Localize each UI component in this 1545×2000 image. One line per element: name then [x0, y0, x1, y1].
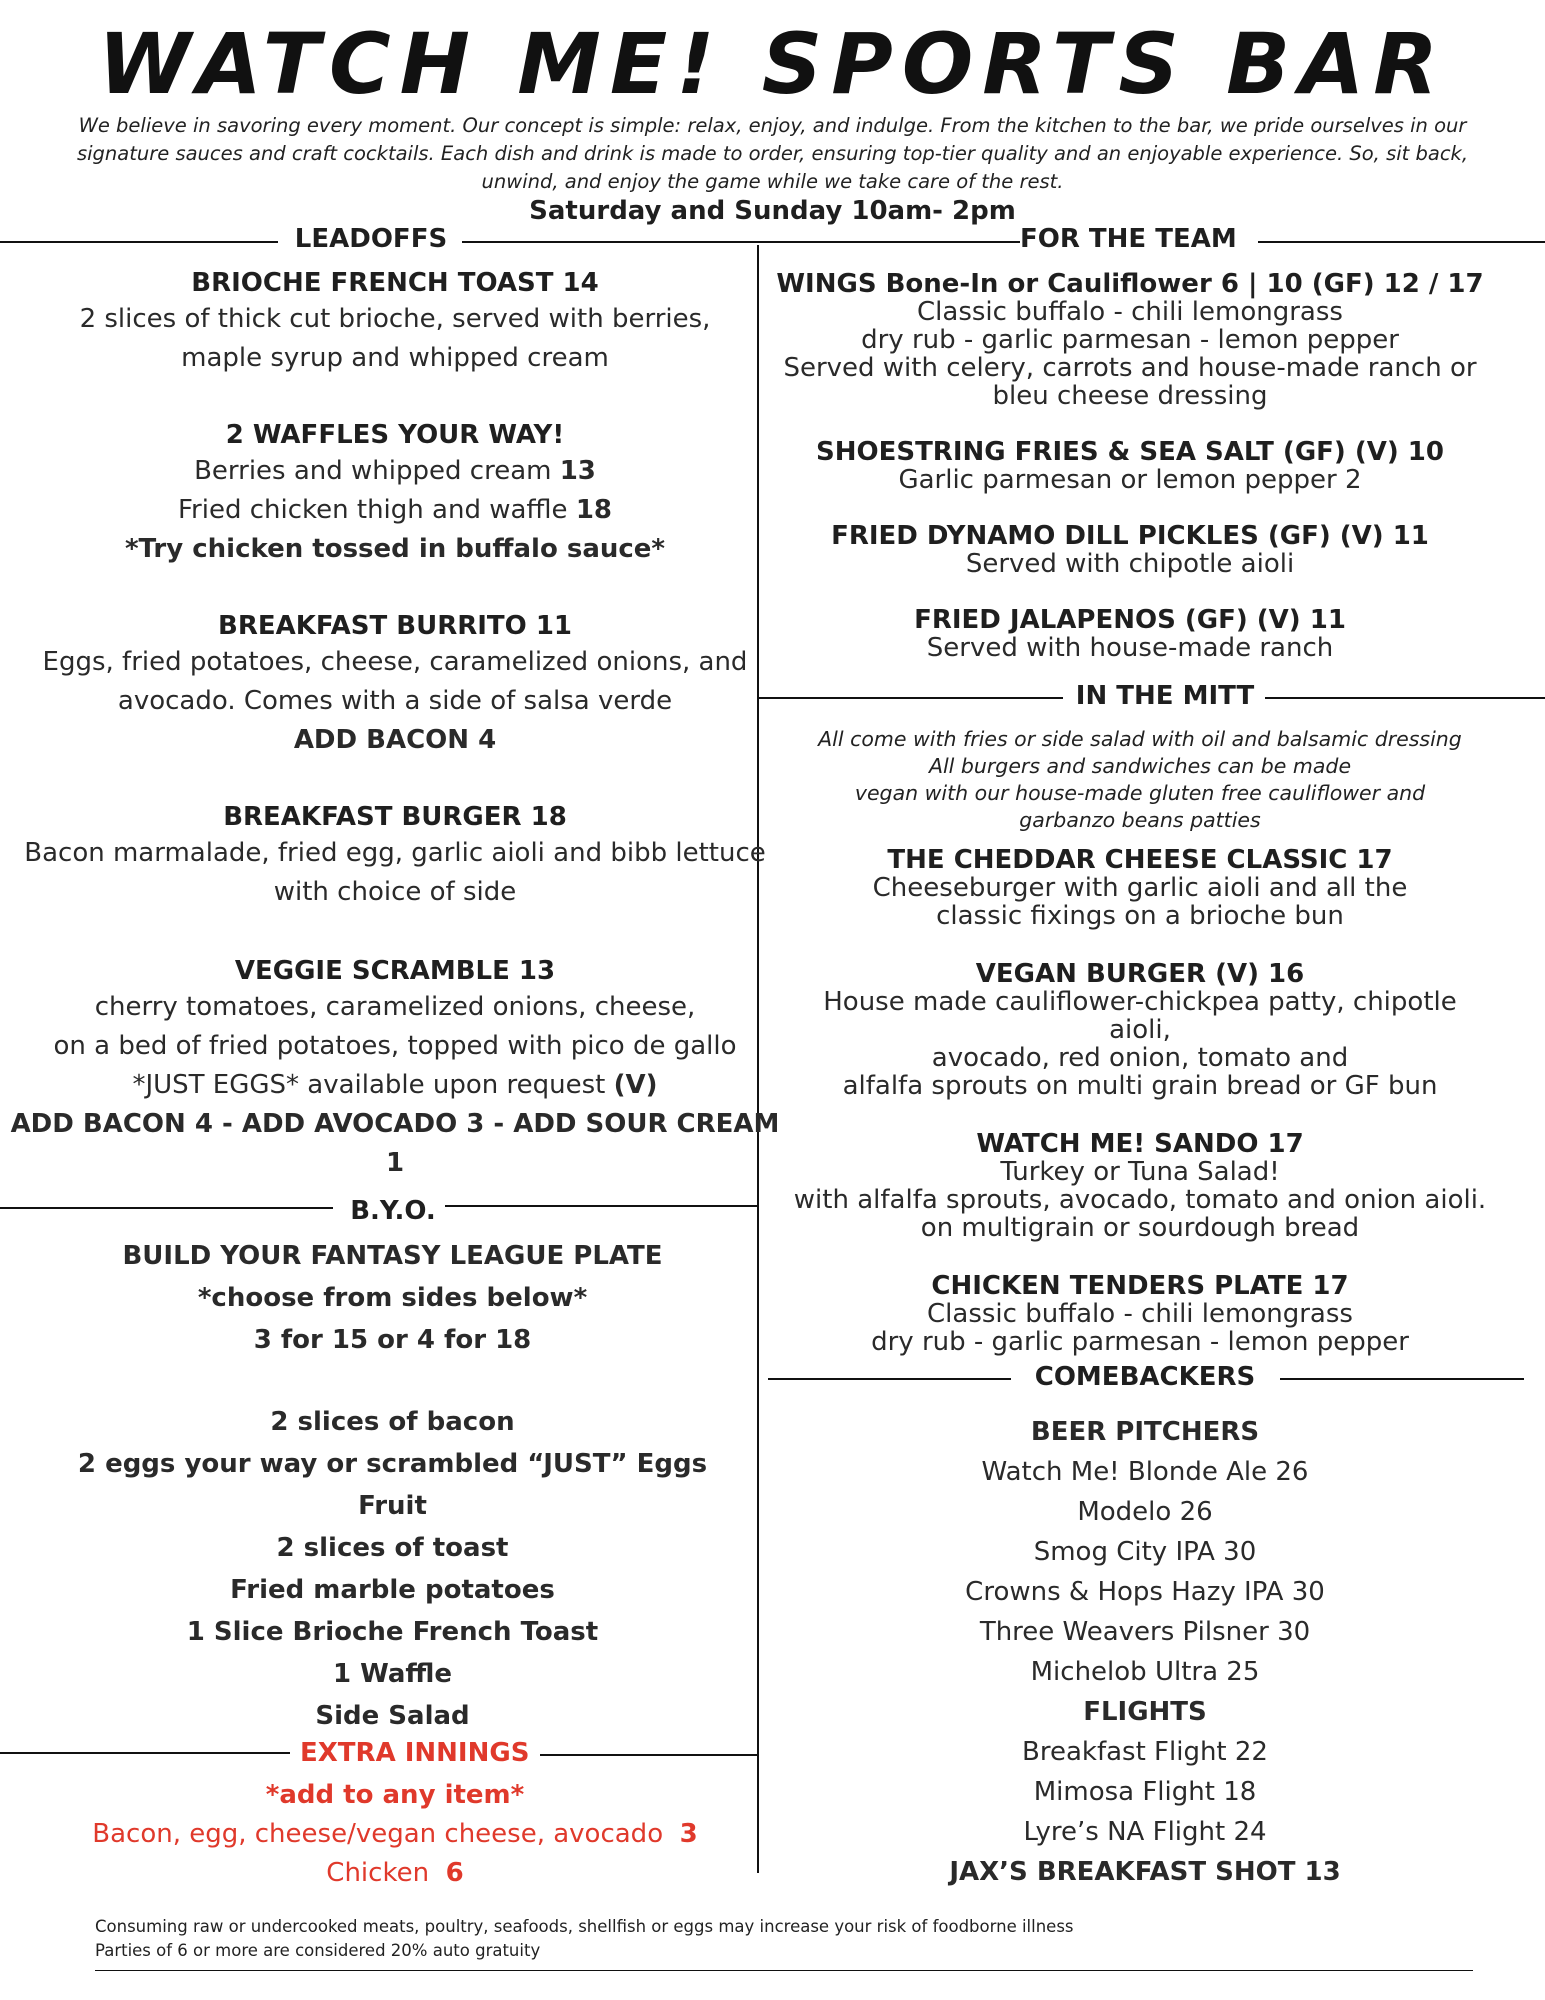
- item-name: WINGS Bone-In or Cauliflower 6 | 10 (GF) 12 / 17: [776, 269, 1484, 299]
- extra-innings-rule-left: [0, 1752, 290, 1754]
- footer-disclaimer: [95, 1915, 1074, 1963]
- list-item: Lyre’s NA Flight 24: [1023, 1817, 1267, 1847]
- item-name: VEGAN BURGER (V) 16: [975, 959, 1305, 989]
- leadoffs-column: [0, 266, 790, 1183]
- item-name: BREAKFAST BURRITO 11: [218, 611, 572, 641]
- footer-rule: [95, 1970, 1473, 1971]
- list-item: Breakfast Flight 22: [1022, 1737, 1268, 1767]
- item-desc: House made cauliflower-chickpea patty, chipotle aioli,: [823, 987, 1457, 1045]
- item-addons: ADD BACON 4 - ADD AVOCADO 3 - ADD SOUR CREAM 1: [10, 1109, 780, 1178]
- item-desc: Turkey or Tuna Salad!: [1000, 1157, 1280, 1187]
- menu-item-vegan-burger: [790, 960, 1490, 1100]
- list-item: Modelo 26: [1077, 1497, 1213, 1527]
- leadoffs-rule-right: [462, 241, 758, 243]
- item-desc: Cheeseburger with garlic aioli and all the: [872, 873, 1408, 903]
- item-desc: on multigrain or sourdough bread: [920, 1213, 1360, 1243]
- item-desc: maple syrup and whipped cream: [181, 343, 609, 373]
- menu-item-breakfast-burger: [0, 800, 790, 912]
- extra-innings-rule-right: [540, 1754, 758, 1756]
- list-item: Mimosa Flight 18: [1033, 1777, 1257, 1807]
- vegan-tag: (V): [613, 1070, 658, 1100]
- list-item: Fruit: [358, 1491, 427, 1521]
- item-name: FRIED JALAPENOS (GF) (V) 11: [914, 605, 1346, 635]
- extra-price: 3: [679, 1819, 698, 1849]
- breakfast-shot: JAX’S BREAKFAST SHOT 13: [949, 1857, 1341, 1887]
- section-title-extra-innings: EXTRA INNINGS: [300, 1738, 530, 1768]
- menu-item-veggie-scramble: [0, 954, 790, 1183]
- list-item: 1 Slice Brioche French Toast: [186, 1617, 599, 1647]
- menu-item-watch-me-sando: [790, 1130, 1490, 1242]
- byo-rule-left: [0, 1207, 333, 1209]
- item-desc: alfalfa sprouts on multi grain bread or GF bun: [842, 1071, 1438, 1101]
- extra-line: [0, 1815, 790, 1854]
- extra-label: Chicken: [326, 1858, 430, 1888]
- item-desc: Garlic parmesan or lemon pepper 2: [898, 465, 1362, 495]
- section-title-byo: B.Y.O.: [350, 1196, 436, 1226]
- beer-pitchers-title: BEER PITCHERS: [1030, 1417, 1260, 1447]
- menu-item-burrito: [0, 609, 790, 760]
- item-name: 2 WAFFLES YOUR WAY!: [225, 420, 565, 450]
- mitt-note: garbanzo beans patties: [1019, 808, 1261, 832]
- list-item: Side Salad: [315, 1701, 470, 1731]
- item-desc: cherry tomatoes, caramelized onions, cheese,: [94, 992, 696, 1022]
- flights-title: FLIGHTS: [1083, 1697, 1207, 1727]
- mitt-note: All come with fries or side salad with oil and balsamic dressing: [818, 727, 1462, 751]
- section-title-leadoffs: LEADOFFS: [294, 224, 448, 254]
- for-the-team-column: [760, 270, 1500, 662]
- list-item: 1 Waffle: [332, 1659, 453, 1689]
- in-the-mitt-column: [790, 726, 1490, 1356]
- extra-price: 6: [445, 1858, 464, 1888]
- list-item: 2 slices of bacon: [270, 1407, 515, 1437]
- item-addon: ADD BACON 4: [293, 725, 497, 755]
- option-label: Fried chicken thigh and waffle: [177, 495, 568, 525]
- extra-innings-sub: *add to any item*: [265, 1780, 525, 1810]
- list-item: Smog City IPA 30: [1033, 1537, 1257, 1567]
- item-name: WATCH ME! SANDO 17: [976, 1129, 1304, 1159]
- leadoffs-rule-left: [0, 241, 278, 243]
- item-desc: avocado. Comes with a side of salsa verde: [117, 686, 673, 716]
- item-desc: [0, 1066, 790, 1105]
- in-the-mitt-rule-left: [758, 697, 1063, 699]
- waffle-option: [0, 452, 790, 491]
- list-item: 2 slices of toast: [276, 1533, 509, 1563]
- menu-item-jalapenos: [760, 606, 1500, 662]
- item-name: BRIOCHE FRENCH TOAST 14: [191, 268, 599, 298]
- footer-line: Consuming raw or undercooked meats, poultry, seafoods, shellfish or eggs may increase your risk of foodborne illness: [95, 1917, 1074, 1936]
- byo-sides-list: [0, 1401, 785, 1737]
- extra-label: Bacon, egg, cheese/vegan cheese, avocado: [92, 1819, 664, 1849]
- waffle-option: [0, 491, 790, 530]
- menu-item-french-toast: [0, 266, 790, 378]
- in-the-mitt-rule-right: [1265, 697, 1545, 699]
- item-name: CHICKEN TENDERS PLATE 17: [931, 1271, 1349, 1301]
- byo-column: [0, 1235, 785, 1737]
- list-item: Crowns & Hops Hazy IPA 30: [965, 1577, 1325, 1607]
- option-label: Berries and whipped cream: [194, 456, 552, 486]
- list-item: Three Weavers Pilsner 30: [979, 1617, 1311, 1647]
- list-item: 2 eggs your way or scrambled “JUST” Eggs: [77, 1449, 708, 1479]
- item-desc: avocado, red onion, tomato and: [931, 1043, 1349, 1073]
- item-name: VEGGIE SCRAMBLE 13: [234, 956, 556, 986]
- byo-sub: *choose from sides below*: [197, 1283, 588, 1313]
- section-title-for-the-team: FOR THE TEAM: [1020, 224, 1237, 254]
- item-desc: with choice of side: [273, 877, 517, 907]
- item-name: BREAKFAST BURGER 18: [223, 802, 567, 832]
- mitt-note: vegan with our house-made gluten free cauliflower and: [854, 781, 1426, 805]
- page-title: WATCH ME! SPORTS BAR: [98, 15, 1447, 113]
- item-desc: 2 slices of thick cut brioche, served with berries,: [79, 304, 711, 334]
- item-desc: Eggs, fried potatoes, cheese, caramelized onions, and: [42, 647, 748, 677]
- option-price: 18: [575, 495, 612, 525]
- extra-line: [0, 1854, 790, 1893]
- list-item: Watch Me! Blonde Ale 26: [981, 1457, 1309, 1487]
- item-desc: classic fixings on a brioche bun: [936, 901, 1344, 931]
- intro-text: We believe in savoring every moment. Our concept is simple: relax, enjoy, and indulge. From the kitchen to the bar, we pride ourselves in our signature sauces and craft cocktails. Each dish and drink is made to order, ensuring top-tier quality and an enjoyable experience. So, sit back, unwind, and enjoy the game while we take care of the rest.: [76, 114, 1469, 193]
- item-desc: Classic buffalo - chili lemongrass: [927, 1299, 1353, 1329]
- menu-item-pickles: [760, 522, 1500, 578]
- item-desc: on a bed of fried potatoes, topped with pico de gallo: [53, 1031, 737, 1061]
- section-title-comebackers: COMEBACKERS: [1034, 1362, 1256, 1392]
- item-desc: Served with celery, carrots and house-made ranch or: [783, 353, 1477, 383]
- comebackers-rule-left: [768, 1378, 1011, 1380]
- menu-item-wings: [760, 270, 1500, 410]
- for-the-team-rule-right: [1258, 241, 1545, 243]
- menu-item-cheddar-classic: [790, 846, 1490, 930]
- menu-item-fries: [760, 438, 1500, 494]
- hours-text: Saturday and Sunday 10am- 2pm: [529, 196, 1016, 226]
- comebackers-column: [790, 1412, 1500, 1892]
- byo-heading: BUILD YOUR FANTASY LEAGUE PLATE: [122, 1241, 663, 1271]
- option-price: 13: [559, 456, 596, 486]
- item-desc: dry rub - garlic parmesan - lemon pepper: [861, 325, 1399, 355]
- item-desc-text: *JUST EGGS* available upon request: [132, 1070, 606, 1100]
- item-desc: Served with house-made ranch: [926, 633, 1334, 663]
- footer-line: Parties of 6 or more are considered 20% auto gratuity: [95, 1941, 541, 1960]
- item-desc: Served with chipotle aioli: [965, 549, 1295, 579]
- item-desc: bleu cheese dressing: [992, 381, 1268, 411]
- menu-item-chicken-tenders: [790, 1272, 1490, 1356]
- item-name: SHOESTRING FRIES & SEA SALT (GF) (V) 10: [816, 437, 1444, 467]
- list-item: Michelob Ultra 25: [1030, 1657, 1260, 1687]
- flights-list: [790, 1732, 1500, 1852]
- item-desc: Classic buffalo - chili lemongrass: [917, 297, 1343, 327]
- item-desc: dry rub - garlic parmesan - lemon pepper: [871, 1327, 1409, 1357]
- byo-pricing: 3 for 15 or 4 for 18: [253, 1325, 532, 1355]
- section-title-in-the-mitt: IN THE MITT: [1075, 681, 1255, 711]
- byo-rule-right: [445, 1205, 758, 1207]
- mitt-note: All burgers and sandwiches can be made: [928, 754, 1352, 778]
- for-the-team-rule-left: [758, 241, 1020, 243]
- menu-item-waffles: [0, 418, 790, 569]
- list-item: Fried marble potatoes: [230, 1575, 555, 1605]
- item-name: FRIED DYNAMO DILL PICKLES (GF) (V) 11: [831, 521, 1429, 551]
- extra-innings-column: [0, 1776, 790, 1893]
- beer-pitchers-list: [790, 1452, 1500, 1692]
- waffle-tip: *Try chicken tossed in buffalo sauce*: [124, 534, 666, 564]
- item-desc: with alfalfa sprouts, avocado, tomato and onion aioli.: [793, 1185, 1487, 1215]
- item-name: THE CHEDDAR CHEESE CLASSIC 17: [887, 845, 1393, 875]
- item-desc: Bacon marmalade, fried egg, garlic aioli and bibb lettuce: [24, 838, 766, 868]
- comebackers-rule-right: [1280, 1378, 1524, 1380]
